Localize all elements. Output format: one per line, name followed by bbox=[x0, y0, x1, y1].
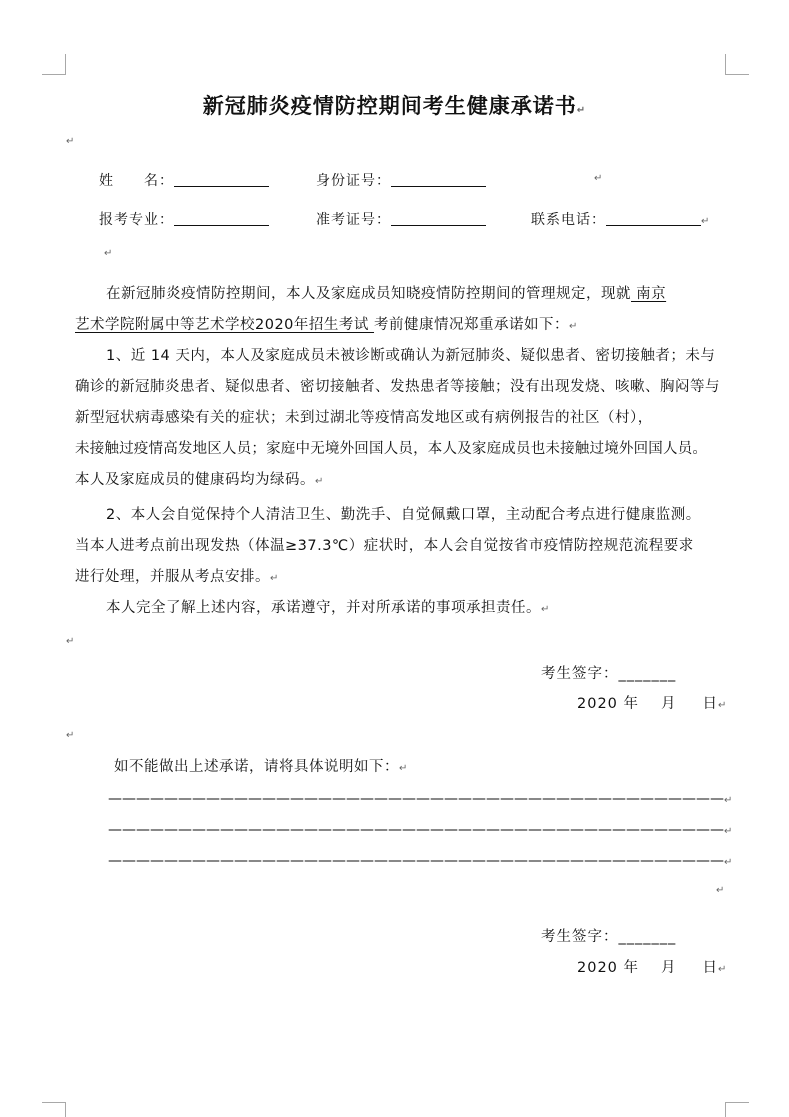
date-day: 日 bbox=[702, 960, 719, 976]
ticket-label: 准考证号： bbox=[316, 212, 391, 228]
crop-mark-top-left bbox=[42, 54, 66, 75]
school-name-part-1: 南京 bbox=[631, 286, 667, 302]
date-day: 日 bbox=[702, 696, 719, 712]
ticket-field bbox=[316, 209, 486, 229]
title-text: 新冠肺炎疫情防控期间考生健康承诺书 bbox=[202, 94, 577, 118]
paragraph-mark: ↵ bbox=[569, 321, 578, 332]
paragraph-mark: ↵ bbox=[66, 730, 75, 741]
item1-line-3: 新型冠状病毒感染有关的症状；未到过湖北等疫情高发地区或有病例报告的社区（村）， bbox=[75, 410, 653, 426]
item1-line-5 bbox=[75, 465, 324, 497]
paragraph-mark: ↵ bbox=[66, 136, 75, 147]
major-blank[interactable] bbox=[174, 211, 269, 226]
closing-statement bbox=[106, 593, 550, 625]
explain-label: 如不能做出上述承诺，请将具体说明如下： bbox=[114, 759, 399, 775]
item2-line-1: 2、本人会自觉保持个人清洁卫生、勤洗手、自觉佩戴口罩，主动配合考点进行健康监测。 bbox=[106, 507, 701, 523]
paragraph-mark: ↵ bbox=[541, 604, 550, 615]
name-label: 姓 名： bbox=[99, 173, 174, 189]
date-year: 2020 年 bbox=[577, 696, 640, 712]
phone-blank[interactable] bbox=[606, 211, 701, 226]
date-line-2 bbox=[577, 956, 727, 977]
paragraph-mark: ↵ bbox=[718, 964, 728, 975]
dash-line-text: ———————————————————————————————————————————— bbox=[108, 853, 724, 869]
date-line-1 bbox=[577, 692, 727, 713]
school-name-part-2: 艺术学院附属中等艺术学校2020年招生考试 bbox=[75, 317, 375, 333]
intro-line-2 bbox=[75, 310, 578, 342]
phone-label: 联系电话： bbox=[531, 212, 606, 228]
document-title bbox=[0, 90, 789, 120]
intro-text-1: 在新冠肺炎疫情防控期间，本人及家庭成员知晓疫情防控期间的管理规定，现就 bbox=[106, 286, 631, 302]
ticket-blank[interactable] bbox=[391, 211, 486, 226]
phone-field bbox=[531, 209, 710, 229]
paragraph-mark: ↵ bbox=[399, 763, 408, 774]
dash-line-text: ———————————————————————————————————————————— bbox=[108, 822, 724, 838]
paragraph-mark: ↵ bbox=[716, 885, 725, 896]
date-month: 月 bbox=[661, 960, 677, 976]
crop-mark-bottom-right bbox=[725, 1102, 749, 1117]
item2-line-3 bbox=[75, 562, 279, 594]
paragraph-mark: ↵ bbox=[724, 826, 733, 837]
paragraph-mark: ↵ bbox=[576, 105, 587, 116]
paragraph-mark: ↵ bbox=[701, 216, 711, 227]
explain-prompt bbox=[114, 752, 408, 784]
name-blank[interactable] bbox=[174, 172, 269, 187]
explain-line-1[interactable] bbox=[108, 791, 732, 807]
closing-text: 本人完全了解上述内容，承诺遵守，并对所承诺的事项承担责任。 bbox=[106, 600, 541, 616]
dash-line-text: ———————————————————————————————————————————— bbox=[108, 791, 724, 807]
paragraph-mark: ↵ bbox=[724, 857, 733, 868]
id-label: 身份证号： bbox=[316, 173, 391, 189]
item1-line-4: 未接触过疫情高发地区人员；家庭中无境外回国人员，本人及家庭成员也未接触过境外回国人员。 bbox=[75, 441, 708, 457]
paragraph-mark: ↵ bbox=[315, 476, 324, 487]
signature-line-1[interactable] bbox=[541, 662, 676, 683]
paragraph-mark: ↵ bbox=[724, 795, 733, 806]
item2-line-2: 当本人进考点前出现发热（体温≥37.3℃）症状时，本人会自觉按省市疫情防控规范流程要求 bbox=[75, 538, 694, 554]
paragraph-mark: ↵ bbox=[104, 248, 113, 259]
signature-label: 考生签字：_______ bbox=[541, 929, 677, 945]
item1-text-5: 本人及家庭成员的健康码均为绿码。 bbox=[75, 472, 315, 488]
intro-text-2: 考前健康情况郑重承诺如下： bbox=[374, 317, 570, 333]
name-field bbox=[99, 170, 269, 190]
major-label: 报考专业： bbox=[99, 212, 174, 228]
item2-text-3: 进行处理，并服从考点安排。 bbox=[75, 569, 270, 585]
date-month: 月 bbox=[661, 696, 677, 712]
explain-line-2[interactable] bbox=[108, 822, 732, 838]
item1-line-1: 1、近 14 天内，本人及家庭成员未被诊断或确认为新冠肺炎、疑似患者、密切接触者；未与 bbox=[106, 348, 716, 364]
major-field bbox=[99, 209, 269, 229]
signature-line-2[interactable] bbox=[541, 925, 676, 946]
explain-line-3[interactable] bbox=[108, 853, 732, 869]
paragraph-mark: ↵ bbox=[270, 573, 279, 584]
item1-line-2: 确诊的新冠肺炎患者、疑似患者、密切接触者、发热患者等接触；没有出现发烧、咳嗽、胸闷等与 bbox=[75, 379, 720, 395]
id-field bbox=[316, 170, 486, 190]
intro-line-1 bbox=[106, 279, 666, 310]
id-blank[interactable] bbox=[391, 172, 486, 187]
date-year: 2020 年 bbox=[577, 960, 640, 976]
paragraph-mark: ↵ bbox=[594, 173, 603, 184]
crop-mark-bottom-left bbox=[42, 1102, 66, 1117]
signature-label: 考生签字：_______ bbox=[541, 666, 677, 682]
paragraph-mark: ↵ bbox=[66, 636, 75, 647]
paragraph-mark: ↵ bbox=[718, 700, 728, 711]
crop-mark-top-right bbox=[725, 54, 749, 75]
